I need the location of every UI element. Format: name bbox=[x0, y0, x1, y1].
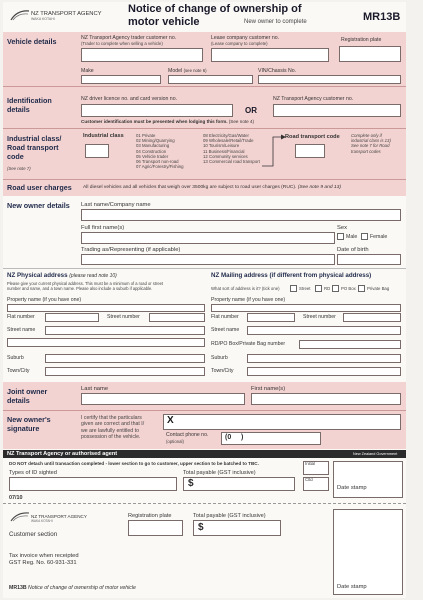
ruc-heading: Road user charges bbox=[7, 183, 72, 192]
tax-invoice-line1: Tax invoice when receipted bbox=[9, 553, 79, 559]
mailing-rd-po-label: RD/PO Box/Private Bag number bbox=[211, 341, 286, 347]
mailing-suburb-label: Suburb bbox=[211, 355, 228, 361]
joint-last-name-label: Last name bbox=[81, 386, 109, 392]
industrial-class-list-2: 08 Electricity/Gas/Water 09 Wholesale/Retail/Trade 10 Tourism/Leisure 11 Business/Financial 12 Community services 13 Commercial road transport bbox=[203, 133, 260, 165]
signature-heading-line1: New owner's bbox=[7, 415, 51, 424]
customer-plate-label: Registration plate bbox=[128, 513, 172, 519]
industrial-class-field[interactable] bbox=[85, 144, 109, 158]
id-warning-note: (See note 4) bbox=[228, 119, 255, 124]
physical-town-label: Town/City bbox=[7, 368, 30, 374]
agency-maori-name: WAKA KOTAHI bbox=[31, 17, 55, 21]
perforation-line bbox=[3, 503, 406, 504]
physical-street-name-label: Street name bbox=[7, 327, 36, 333]
dob-field[interactable] bbox=[337, 254, 401, 265]
customer-plate-field[interactable] bbox=[128, 520, 183, 536]
physical-heading-text: NZ Physical address bbox=[7, 272, 68, 279]
industrial-class-label: Industrial class bbox=[83, 133, 124, 139]
rtc-field[interactable] bbox=[295, 144, 325, 158]
customer-total-field[interactable] bbox=[193, 520, 281, 536]
industrial-heading-note: (See note 7) bbox=[7, 166, 31, 171]
footer-form-code: MR13B bbox=[9, 585, 27, 591]
form-subtitle: New owner to complete bbox=[244, 19, 307, 25]
customer-dollar-sign: $ bbox=[198, 522, 204, 533]
physical-heading bbox=[7, 273, 117, 280]
nzta-logo-icon bbox=[9, 8, 31, 22]
mailing-property-field[interactable] bbox=[211, 304, 401, 312]
signature-heading-line2: signature bbox=[7, 424, 40, 433]
ruc-text-body: All diesel vehicles and all vehicles that weigh over 3500kg are subject to road user charges (RUC). bbox=[83, 185, 297, 190]
mailing-street-number-field[interactable] bbox=[343, 313, 401, 322]
nz-government-label: New Zealand Government bbox=[353, 452, 398, 456]
agent-date-stamp-label: Date stamp bbox=[337, 485, 367, 491]
agent-dollar-sign: $ bbox=[188, 478, 194, 489]
joint-first-names-label: First name(s) bbox=[251, 386, 286, 392]
mailing-heading: NZ Mailing address (if different from physical address) bbox=[211, 272, 372, 279]
first-names-label: Full first name(s) bbox=[81, 225, 125, 231]
agent-heading: NZ Transport Agency or authorised agent bbox=[7, 451, 118, 457]
mailing-rd-label: RD bbox=[324, 286, 331, 291]
footer bbox=[9, 586, 136, 592]
customer-agency-name: NZ TRANSPORT AGENCY bbox=[31, 514, 87, 519]
form-code: MR13B bbox=[363, 11, 401, 23]
mailing-street-name-label: Street name bbox=[211, 327, 240, 333]
female-label: Female bbox=[370, 234, 388, 240]
form-version: 07/10 bbox=[9, 495, 23, 501]
identification-heading-line1: Identification bbox=[7, 96, 52, 105]
lease-no-note: (Lease company to complete) bbox=[211, 41, 268, 46]
sex-label: Sex bbox=[337, 225, 347, 231]
model-label-text: Model bbox=[168, 68, 183, 74]
mailing-street-label: Street bbox=[299, 286, 311, 291]
trader-no-field[interactable] bbox=[81, 48, 203, 62]
mailing-po-checkbox[interactable] bbox=[332, 285, 339, 292]
physical-street-name-field-2[interactable] bbox=[7, 338, 205, 347]
mailing-bag-label: Private Bag bbox=[367, 286, 390, 291]
sex-female-checkbox[interactable] bbox=[361, 233, 368, 240]
mailing-street-name-field[interactable] bbox=[247, 326, 401, 335]
agent-total-label: Total payable (GST inclusive) bbox=[183, 470, 256, 476]
joint-first-names-field[interactable] bbox=[251, 393, 401, 405]
signature-x-mark: X bbox=[167, 415, 174, 426]
customer-date-stamp-box bbox=[333, 509, 403, 595]
male-label: Male bbox=[346, 234, 358, 240]
mailing-property-label: Property name (if you have one) bbox=[211, 297, 286, 303]
physical-street-number-label: Street number bbox=[107, 314, 140, 320]
id-sighted-label: Types of ID sighted bbox=[9, 470, 57, 476]
phone-note: (optional) bbox=[166, 439, 184, 444]
or-label: OR bbox=[245, 106, 257, 115]
customer-agency-maori: WAKA KOTAHI bbox=[31, 519, 53, 523]
mailing-rd-checkbox[interactable] bbox=[315, 285, 322, 292]
joint-last-name-field[interactable] bbox=[81, 393, 245, 405]
physical-flat-label: Flat number bbox=[7, 314, 35, 320]
licence-field[interactable] bbox=[81, 104, 233, 117]
joint-owner-heading-line1: Joint owner bbox=[7, 387, 48, 396]
tax-invoice-line2: GST Reg. No. 60-931-331 bbox=[9, 560, 77, 566]
rtc-label: Road transport code bbox=[285, 134, 340, 140]
mailing-suburb-field[interactable] bbox=[247, 354, 401, 363]
detach-notice: DO NOT detach until transaction completed - lower section to go to customer, upper section to be batched to TBC. bbox=[9, 461, 259, 466]
plate-field[interactable] bbox=[339, 46, 401, 62]
agent-total-field[interactable] bbox=[183, 477, 295, 491]
header bbox=[3, 2, 406, 32]
customer-no-field[interactable] bbox=[273, 104, 401, 117]
rtc-note: Complete only if industrial class is 13) See note 7 for Road transport codes bbox=[351, 133, 391, 154]
physical-suburb-label: Suburb bbox=[7, 355, 24, 361]
model-note: (see note 6) bbox=[183, 68, 207, 73]
industrial-class-list-1: 01 Private 02 Mining/Quarrying 03 Manufacturing 04 Construction 05 Vehicle trader 06 Transport non-road 07 Agric/Forestry/Fishing bbox=[136, 133, 184, 170]
joint-owner-heading-line2: details bbox=[7, 396, 30, 405]
last-name-label: Last name/Company name bbox=[81, 202, 151, 208]
agent-initial-label: Initial bbox=[305, 461, 316, 466]
mailing-town-label: Town/City bbox=[211, 368, 234, 374]
make-field[interactable] bbox=[81, 75, 161, 84]
mailing-po-label: PO Box bbox=[341, 286, 356, 291]
ruc-note: (See note 9 and 13) bbox=[297, 185, 341, 190]
id-sighted-field[interactable] bbox=[9, 477, 177, 491]
agency-name: NZ TRANSPORT AGENCY bbox=[31, 11, 102, 17]
physical-suburb-field[interactable] bbox=[45, 354, 205, 363]
form-title-line2: motor vehicle bbox=[128, 16, 200, 28]
model-label bbox=[168, 69, 207, 75]
last-name-field[interactable] bbox=[81, 209, 401, 221]
industrial-heading-line3: code bbox=[7, 152, 24, 161]
physical-property-label: Property name (if you have one) bbox=[7, 297, 82, 303]
physical-street-name-field[interactable] bbox=[45, 326, 205, 335]
first-names-field[interactable] bbox=[81, 232, 335, 244]
lease-no-label: Lease company customer no. bbox=[211, 35, 280, 41]
customer-total-label: Total payable (GST inclusive) bbox=[193, 513, 266, 519]
licence-label: NZ driver licence no. and card version no. bbox=[81, 96, 178, 102]
lease-no-field[interactable] bbox=[211, 48, 329, 62]
form-page bbox=[3, 2, 406, 598]
mailing-flat-label: Flat number bbox=[211, 314, 239, 320]
vin-field[interactable] bbox=[258, 75, 401, 84]
customer-date-stamp-label: Date stamp bbox=[337, 584, 367, 590]
mailing-street-number-label: Street number bbox=[303, 314, 336, 320]
new-owner-heading: New owner details bbox=[7, 201, 70, 210]
mailing-town-field[interactable] bbox=[247, 367, 401, 376]
physical-town-field[interactable] bbox=[45, 367, 205, 376]
make-label: Make bbox=[81, 68, 94, 74]
form-title-line1: Notice of change of ownership of bbox=[128, 3, 302, 15]
mailing-rd-po-field[interactable] bbox=[299, 340, 401, 349]
industrial-heading-line2: Road transport bbox=[7, 143, 59, 152]
trader-no-note: (Trader to complete when selling a vehicle) bbox=[81, 41, 163, 46]
footer-form-name: Notice of change of ownership of motor vehicle bbox=[28, 585, 136, 591]
physical-street-number-field[interactable] bbox=[149, 313, 205, 322]
industrial-heading-line1: Industrial class/ bbox=[7, 134, 62, 143]
sex-male-checkbox[interactable] bbox=[337, 233, 344, 240]
id-warning bbox=[81, 119, 254, 124]
model-field[interactable] bbox=[168, 75, 253, 84]
signature-declaration: I certify that the particulars given are correct and that I/ we are lawfully entitled to possession of the vehicle. bbox=[81, 415, 145, 440]
mailing-type-question: What sort of address is it? (tick one) bbox=[211, 286, 280, 291]
signature-field[interactable] bbox=[163, 414, 401, 430]
trading-field[interactable] bbox=[81, 254, 335, 265]
plate-label: Registration plate bbox=[341, 37, 382, 43]
vehicle-details-heading: Vehicle details bbox=[7, 37, 57, 46]
physical-property-field[interactable] bbox=[7, 304, 205, 312]
physical-instructions: Please give your current physical address. This must be a minimum of a road or street number and name, and a town name. Please also include a suburb if applicable. bbox=[7, 281, 164, 291]
agent-cltd-label: Cltd bbox=[305, 477, 313, 482]
customer-no-label: NZ Transport Agency customer no. bbox=[273, 96, 354, 102]
physical-heading-note: (please read note 10) bbox=[69, 273, 117, 279]
vin-label: VIN/Chassis No. bbox=[258, 68, 297, 74]
phone-label: Contact phone no. bbox=[166, 432, 209, 438]
identification-heading-line2: details bbox=[7, 105, 30, 114]
agent-date-stamp-box bbox=[333, 461, 403, 498]
trader-no-label: NZ Transport Agency trader customer no. bbox=[81, 35, 177, 41]
physical-flat-field[interactable] bbox=[45, 313, 99, 322]
ruc-text bbox=[83, 185, 341, 190]
trading-label: Trading as/Representing (if applicable) bbox=[81, 247, 181, 253]
mailing-flat-field[interactable] bbox=[247, 313, 295, 322]
phone-prefix: (0 ) bbox=[225, 434, 244, 441]
id-warning-text: Customer identification must be presented when lodging this form. bbox=[81, 119, 228, 124]
customer-section-title: Customer section bbox=[9, 531, 58, 538]
mailing-street-checkbox[interactable] bbox=[290, 285, 297, 292]
dob-label: Date of birth bbox=[337, 247, 369, 253]
nzta-logo-icon-customer bbox=[9, 511, 31, 523]
arrow-icon bbox=[261, 133, 287, 171]
mailing-bag-checkbox[interactable] bbox=[358, 285, 365, 292]
